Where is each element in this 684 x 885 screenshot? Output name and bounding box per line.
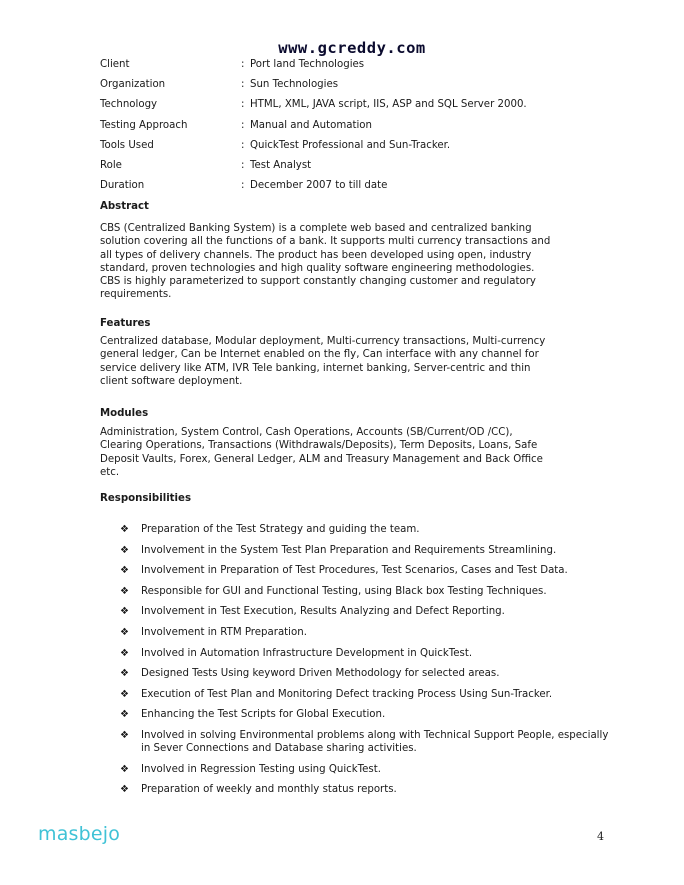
modules-heading: Modules [100, 408, 149, 419]
list-item-text: Involvement in Preparation of Test Procedures, Test Scenarios, Cases and Test Data. [141, 565, 568, 577]
list-item [120, 647, 610, 660]
masbejo-logo: masbejo [38, 823, 121, 845]
list-item-text: Execution of Test Plan and Monitoring Defect tracking Process Using Sun-Tracker. [141, 688, 553, 700]
info-value: QuickTest Professional and Sun-Tracker. [250, 139, 451, 151]
list-item-text: Involved in Automation Infrastructure Development in QuickTest. [141, 647, 473, 659]
responsibilities-heading: Responsibilities [100, 493, 192, 504]
info-value: December 2007 to till date [250, 180, 388, 192]
list-item-text: Enhancing the Test Scripts for Global Execution. [141, 709, 386, 721]
list-item [120, 626, 610, 639]
diamond-bullet-icon: ❖ [120, 585, 129, 597]
text-line: all types of delivery channels. The product has been developed using open, industry [100, 249, 532, 261]
list-item [120, 605, 610, 618]
info-value: HTML, XML, JAVA script, IIS, ASP and SQL Server 2000. [250, 99, 527, 111]
list-item [120, 667, 610, 680]
text-line: Administration, System Control, Cash Operations, Accounts (SB/Current/OD /CC), [100, 427, 513, 438]
text-line: standard, proven technologies and high quality software engineering methodologies. [100, 262, 535, 274]
list-item [120, 729, 610, 755]
diamond-bullet-icon: ❖ [120, 544, 129, 556]
abstract-heading: Abstract [100, 201, 149, 212]
text-line: Deposit Vaults, Forex, General Ledger, ALM and Treasury Management and Back Office [100, 453, 543, 465]
list-item [120, 688, 610, 701]
info-colon: : [241, 79, 245, 91]
diamond-bullet-icon: ❖ [120, 688, 129, 700]
list-item-text: Involvement in Test Execution, Results Analyzing and Defect Reporting. [141, 606, 505, 618]
list-item-text: Involved in Regression Testing using QuickTest. [141, 763, 381, 775]
diamond-bullet-icon: ❖ [120, 668, 129, 680]
text-line: service delivery like ATM, IVR Tele banking, internet banking, Server-centric and thin [100, 362, 531, 374]
text-line: requirements. [100, 289, 172, 301]
diamond-bullet-icon: ❖ [120, 524, 129, 535]
info-colon: : [241, 139, 245, 151]
info-label: Duration [100, 180, 145, 192]
features-heading: Features [100, 318, 151, 329]
diamond-bullet-icon: ❖ [120, 565, 129, 577]
abstract-paragraph [100, 222, 600, 302]
info-colon: : [241, 159, 245, 171]
list-item-text: Preparation of weekly and monthly status reports. [141, 784, 397, 796]
list-item-text: Preparation of the Test Strategy and guiding the team. [141, 524, 420, 535]
diamond-bullet-icon: ❖ [120, 729, 129, 741]
diamond-bullet-icon: ❖ [120, 626, 129, 638]
list-item-text: Involvement in the System Test Plan Preparation and Requirements Streamlining. [141, 544, 557, 556]
info-label: Testing Approach [100, 119, 188, 131]
info-label: Client [100, 59, 130, 70]
text-line: solution covering all the functions of a bank. It supports multi currency transactions and [100, 236, 551, 248]
features-paragraph [100, 335, 600, 388]
info-value: Sun Technologies [250, 79, 339, 91]
list-item [120, 564, 610, 577]
list-item-text: Involvement in RTM Preparation. [141, 626, 307, 638]
list-item [120, 708, 610, 721]
text-line: Centralized database, Modular deployment, Multi-currency transactions, Multi-currency [100, 336, 546, 347]
text-line: general ledger, Can be Internet enabled on the fly, Can interface with any channel for [100, 349, 539, 361]
info-colon: : [241, 59, 245, 70]
info-value: Test Analyst [250, 159, 312, 171]
info-label: Role [100, 159, 122, 171]
list-item [120, 523, 610, 536]
list-item-text: Designed Tests Using keyword Driven Methodology for selected areas. [141, 668, 500, 680]
page-number: 4 [597, 830, 604, 843]
text-line: CBS (Centralized Banking System) is a complete web based and centralized banking [100, 223, 532, 234]
info-colon: : [241, 119, 245, 131]
list-item [120, 783, 610, 796]
info-value: Port land Technologies [250, 59, 365, 70]
responsibilities-list [120, 523, 610, 804]
text-line: client software deployment. [100, 375, 243, 387]
list-item [120, 544, 610, 557]
info-label: Organization [100, 79, 166, 91]
text-line: CBS is highly parameterized to support constantly changing customer and regulatory [100, 276, 536, 288]
info-colon: : [241, 99, 245, 111]
diamond-bullet-icon: ❖ [120, 709, 129, 721]
list-item-text: Responsible for GUI and Functional Testing, using Black box Testing Techniques. [141, 585, 547, 597]
diamond-bullet-icon: ❖ [120, 606, 129, 618]
list-item-text: Involved in solving Environmental problems along with Technical Support People, especially in Sever Connections and Database sharing activities. [141, 729, 609, 755]
modules-paragraph [100, 426, 600, 479]
diamond-bullet-icon: ❖ [120, 647, 129, 659]
text-line: Clearing Operations, Transactions (Withdrawals/Deposits), Term Deposits, Loans, Safe [100, 440, 538, 452]
info-colon: : [241, 180, 245, 192]
info-value: Manual and Automation [250, 119, 372, 131]
text-line: etc. [100, 466, 120, 478]
diamond-bullet-icon: ❖ [120, 784, 129, 796]
list-item [120, 763, 610, 776]
list-item [120, 585, 610, 598]
info-label: Technology [100, 99, 158, 111]
diamond-bullet-icon: ❖ [120, 763, 129, 775]
site-header: www.gcreddy.com [278, 39, 426, 57]
info-label: Tools Used [100, 139, 154, 151]
